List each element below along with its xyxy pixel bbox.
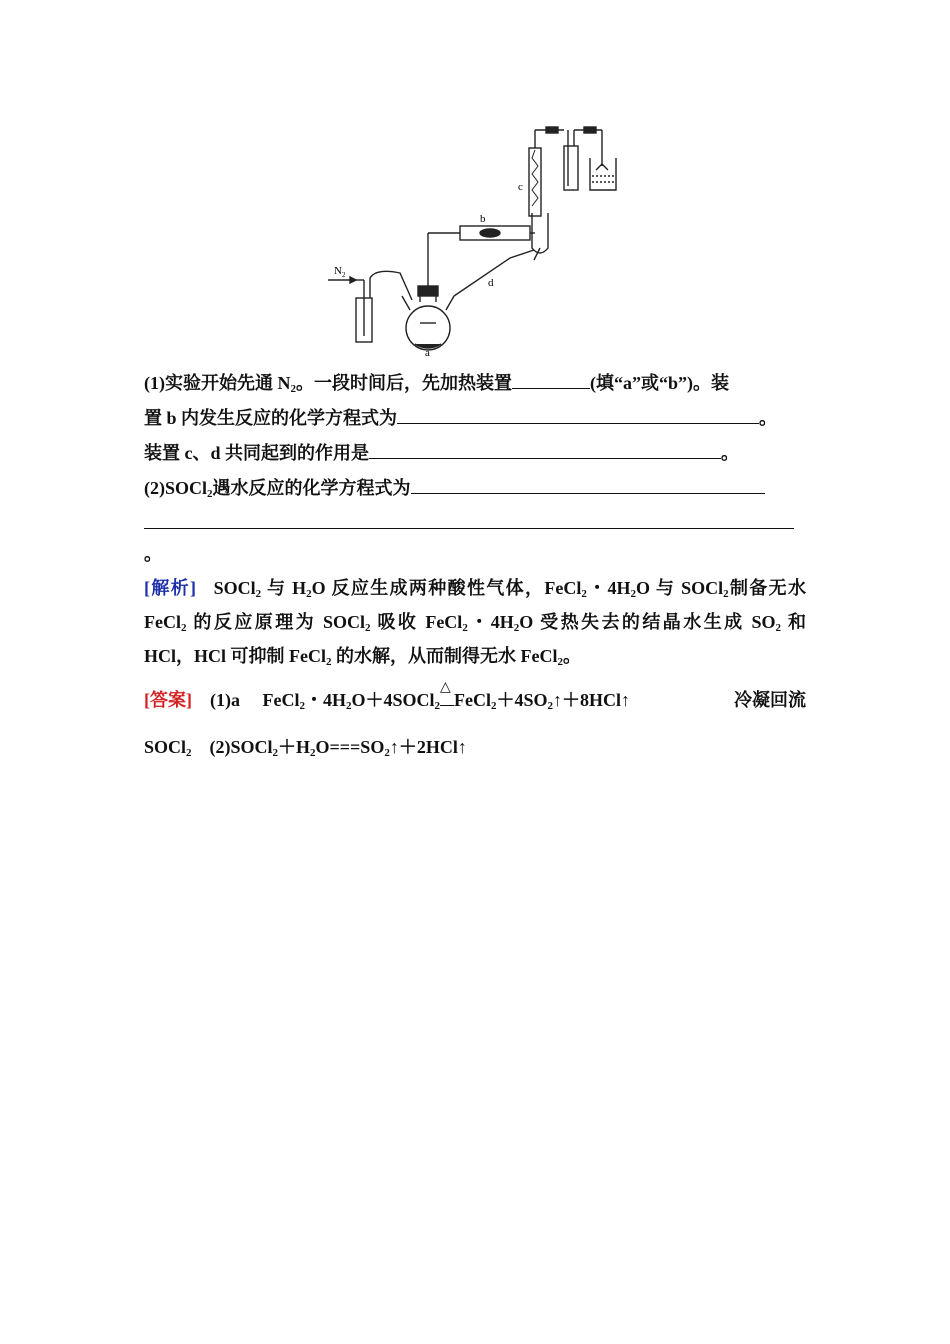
analysis-line-3: HCl，HCl 可抑制 FeCl$_2$ 的水解，从而制得无水 FeCl$_2$。: [144, 646, 581, 668]
q1-l3-end: 。: [721, 443, 739, 463]
analysis-line-1: [解析] SOCl$_2$ 与 $H_2O$ 反应生成两种酸性气体，FeCl$_2$・$4H_2O$ 与 SOCl$_2$制备无水: [144, 578, 806, 600]
label-c: c: [518, 181, 523, 193]
answer-line-1: [答案] (1)a FeCl$_2$・$4H_2O+4SOCl_2$ △ $FeCl_2+4SO_2↑+8HCl↑$ 冷凝回流: [144, 680, 806, 712]
q1-l2-end: 。: [759, 408, 778, 428]
q2-end: 。: [144, 544, 162, 564]
tube-d: [454, 250, 534, 296]
q2-line-2: [144, 510, 794, 535]
q1-text-b: 。一段时间后，先加热装置: [296, 373, 512, 393]
q2-sub: 2: [207, 488, 213, 500]
q1-sub: 2: [290, 383, 296, 395]
analysis-tag: [解析]: [144, 578, 197, 598]
answer-part-1: (1)a: [210, 690, 240, 710]
q1-l3-text: 装置 c、d 共同起到的作用是: [144, 443, 369, 463]
answer-blank-2[interactable]: [397, 405, 759, 424]
condenser-c: [529, 148, 541, 216]
answer-blank-3[interactable]: [369, 440, 721, 459]
label-a: a: [425, 347, 430, 358]
q2-line-1: [144, 475, 765, 500]
answer-part-3: 冷凝回流: [734, 690, 806, 710]
n2-label: N: [334, 265, 342, 277]
answer-blank-1[interactable]: [512, 370, 590, 389]
q1-text-c: (填“a”或“b”)。装: [590, 373, 729, 393]
q2-text-a: (2)SOCl: [144, 478, 207, 498]
tube-to-flask: [370, 271, 412, 300]
answer-blank-4[interactable]: [411, 475, 765, 494]
q1-line-2: [144, 405, 777, 430]
apparatus-diagram: [320, 118, 620, 358]
beaker: [590, 158, 616, 190]
three-neck-flask: [406, 306, 450, 350]
apparatus-svg: [320, 118, 620, 358]
q1-line-1: [144, 370, 729, 395]
drying-bottle: [564, 146, 578, 190]
q1-l2-text: 置 b 内发生反应的化学方程式为: [144, 408, 398, 428]
q1-line-3: [144, 440, 739, 465]
analysis-line-2: FeCl$_2$ 的反应原理为 SOCl$_2$ 吸收 FeCl$_2$・$4H_2O$ 受热失去的结晶水生成 $SO_2$ 和: [144, 612, 806, 634]
label-d: d: [488, 277, 494, 289]
answer-line-2: SOCl$_2$ $(2)SOCl_2+H_2O===SO_2↑+2HCl↑$: [144, 737, 467, 759]
n2-label-sub: 2: [342, 271, 346, 279]
heat-triangle: △: [440, 688, 454, 712]
q1-text-a: (1)实验开始先通 N: [144, 373, 291, 393]
label-b: b: [480, 213, 486, 225]
q2-text-b: 遇水反应的化学方程式为: [212, 478, 411, 498]
answer-tag: [答案]: [144, 690, 192, 710]
answer-blank-5[interactable]: [144, 510, 794, 529]
q2-line-3: [144, 542, 162, 566]
n2-arrow-head: [350, 277, 356, 283]
